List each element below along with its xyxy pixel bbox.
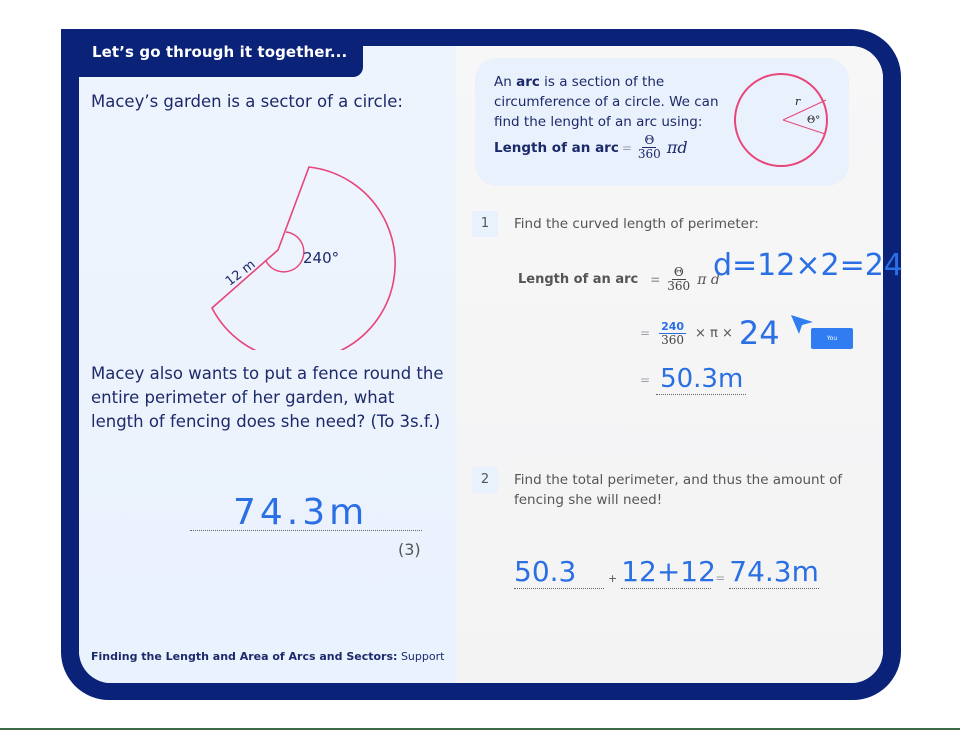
step-2-term1-field[interactable]: 50.3 bbox=[514, 555, 604, 589]
footer-level: Support bbox=[400, 650, 445, 663]
circle-diagram bbox=[733, 72, 829, 168]
formula-fraction bbox=[638, 134, 661, 161]
fraction-numerator: Θ bbox=[673, 265, 684, 279]
substitution-fraction bbox=[659, 320, 686, 347]
handwritten-answer: 74.3m bbox=[233, 492, 369, 533]
info-text bbox=[494, 72, 734, 132]
header-title: Let’s go through it together... bbox=[61, 29, 363, 77]
formula-label: Length of an arc bbox=[494, 139, 619, 156]
step-1-label: Length of an arc bbox=[518, 272, 639, 287]
step-1-answer-field[interactable]: 50.3m bbox=[656, 364, 746, 395]
angle-label: 240° bbox=[303, 249, 340, 267]
step-1-equals: = bbox=[650, 272, 661, 287]
sector-diagram bbox=[180, 160, 400, 350]
info-text-pre: An bbox=[494, 74, 517, 90]
marks-label: (3) bbox=[398, 540, 421, 559]
fraction-numerator: Θ bbox=[644, 133, 655, 147]
info-text-bold: arc bbox=[516, 74, 540, 90]
step-1-number: 1 bbox=[472, 211, 498, 237]
step-1-prompt: Find the curved length of perimeter: bbox=[514, 216, 759, 232]
equals: = bbox=[640, 326, 651, 340]
step-2-number: 2 bbox=[472, 467, 498, 493]
arc-formula bbox=[494, 134, 688, 161]
step-2-term2-field[interactable]: 12+12 bbox=[621, 555, 716, 588]
footer-topic bbox=[91, 650, 444, 663]
r-label: r bbox=[795, 95, 801, 108]
footer-topic-title: Finding the Length and Area of Arcs and Sectors: bbox=[91, 650, 398, 663]
fraction-denominator: 360 bbox=[661, 332, 684, 347]
info-text-post: is a section of the circumference of a circle. We can find the lenght of an arc using: bbox=[494, 74, 719, 130]
step-2-result-field[interactable]: 74.3m bbox=[729, 555, 819, 588]
radius-label: 12 m bbox=[222, 257, 259, 290]
step-1-result bbox=[640, 364, 746, 395]
step-2-working bbox=[514, 555, 819, 589]
formula-equals: = bbox=[621, 140, 632, 155]
step-1-formula bbox=[518, 266, 720, 293]
step-1-substitution bbox=[640, 314, 780, 352]
cursor-user-tag: You bbox=[811, 328, 853, 349]
equals: = bbox=[715, 571, 726, 585]
answer-line[interactable] bbox=[190, 530, 422, 531]
intro-text: Macey’s garden is a sector of a circle: bbox=[91, 92, 403, 111]
theta-label: Θ° bbox=[807, 115, 821, 126]
fraction-denominator: 360 bbox=[637, 147, 661, 161]
plus-sign: + bbox=[608, 572, 618, 585]
step-1-tail: π d bbox=[697, 271, 720, 288]
equals: = bbox=[640, 372, 651, 387]
handwritten-diameter: d=12×2=24 bbox=[713, 248, 903, 283]
question-text: Macey also wants to put a fence round the entire perimeter of her garden, what length of fencing does she need? (To 3s.f.) bbox=[91, 364, 444, 431]
step-2-prompt: Find the total perimeter, and thus the amount of fencing she will need! bbox=[514, 472, 843, 508]
times-pi-times: × π × bbox=[695, 325, 733, 341]
step-1-fraction bbox=[667, 266, 690, 293]
handwritten-24: 24 bbox=[738, 314, 780, 352]
fraction-denominator: 360 bbox=[667, 279, 691, 293]
formula-tail: πd bbox=[666, 138, 688, 157]
fraction-numerator: 240 bbox=[661, 319, 685, 333]
